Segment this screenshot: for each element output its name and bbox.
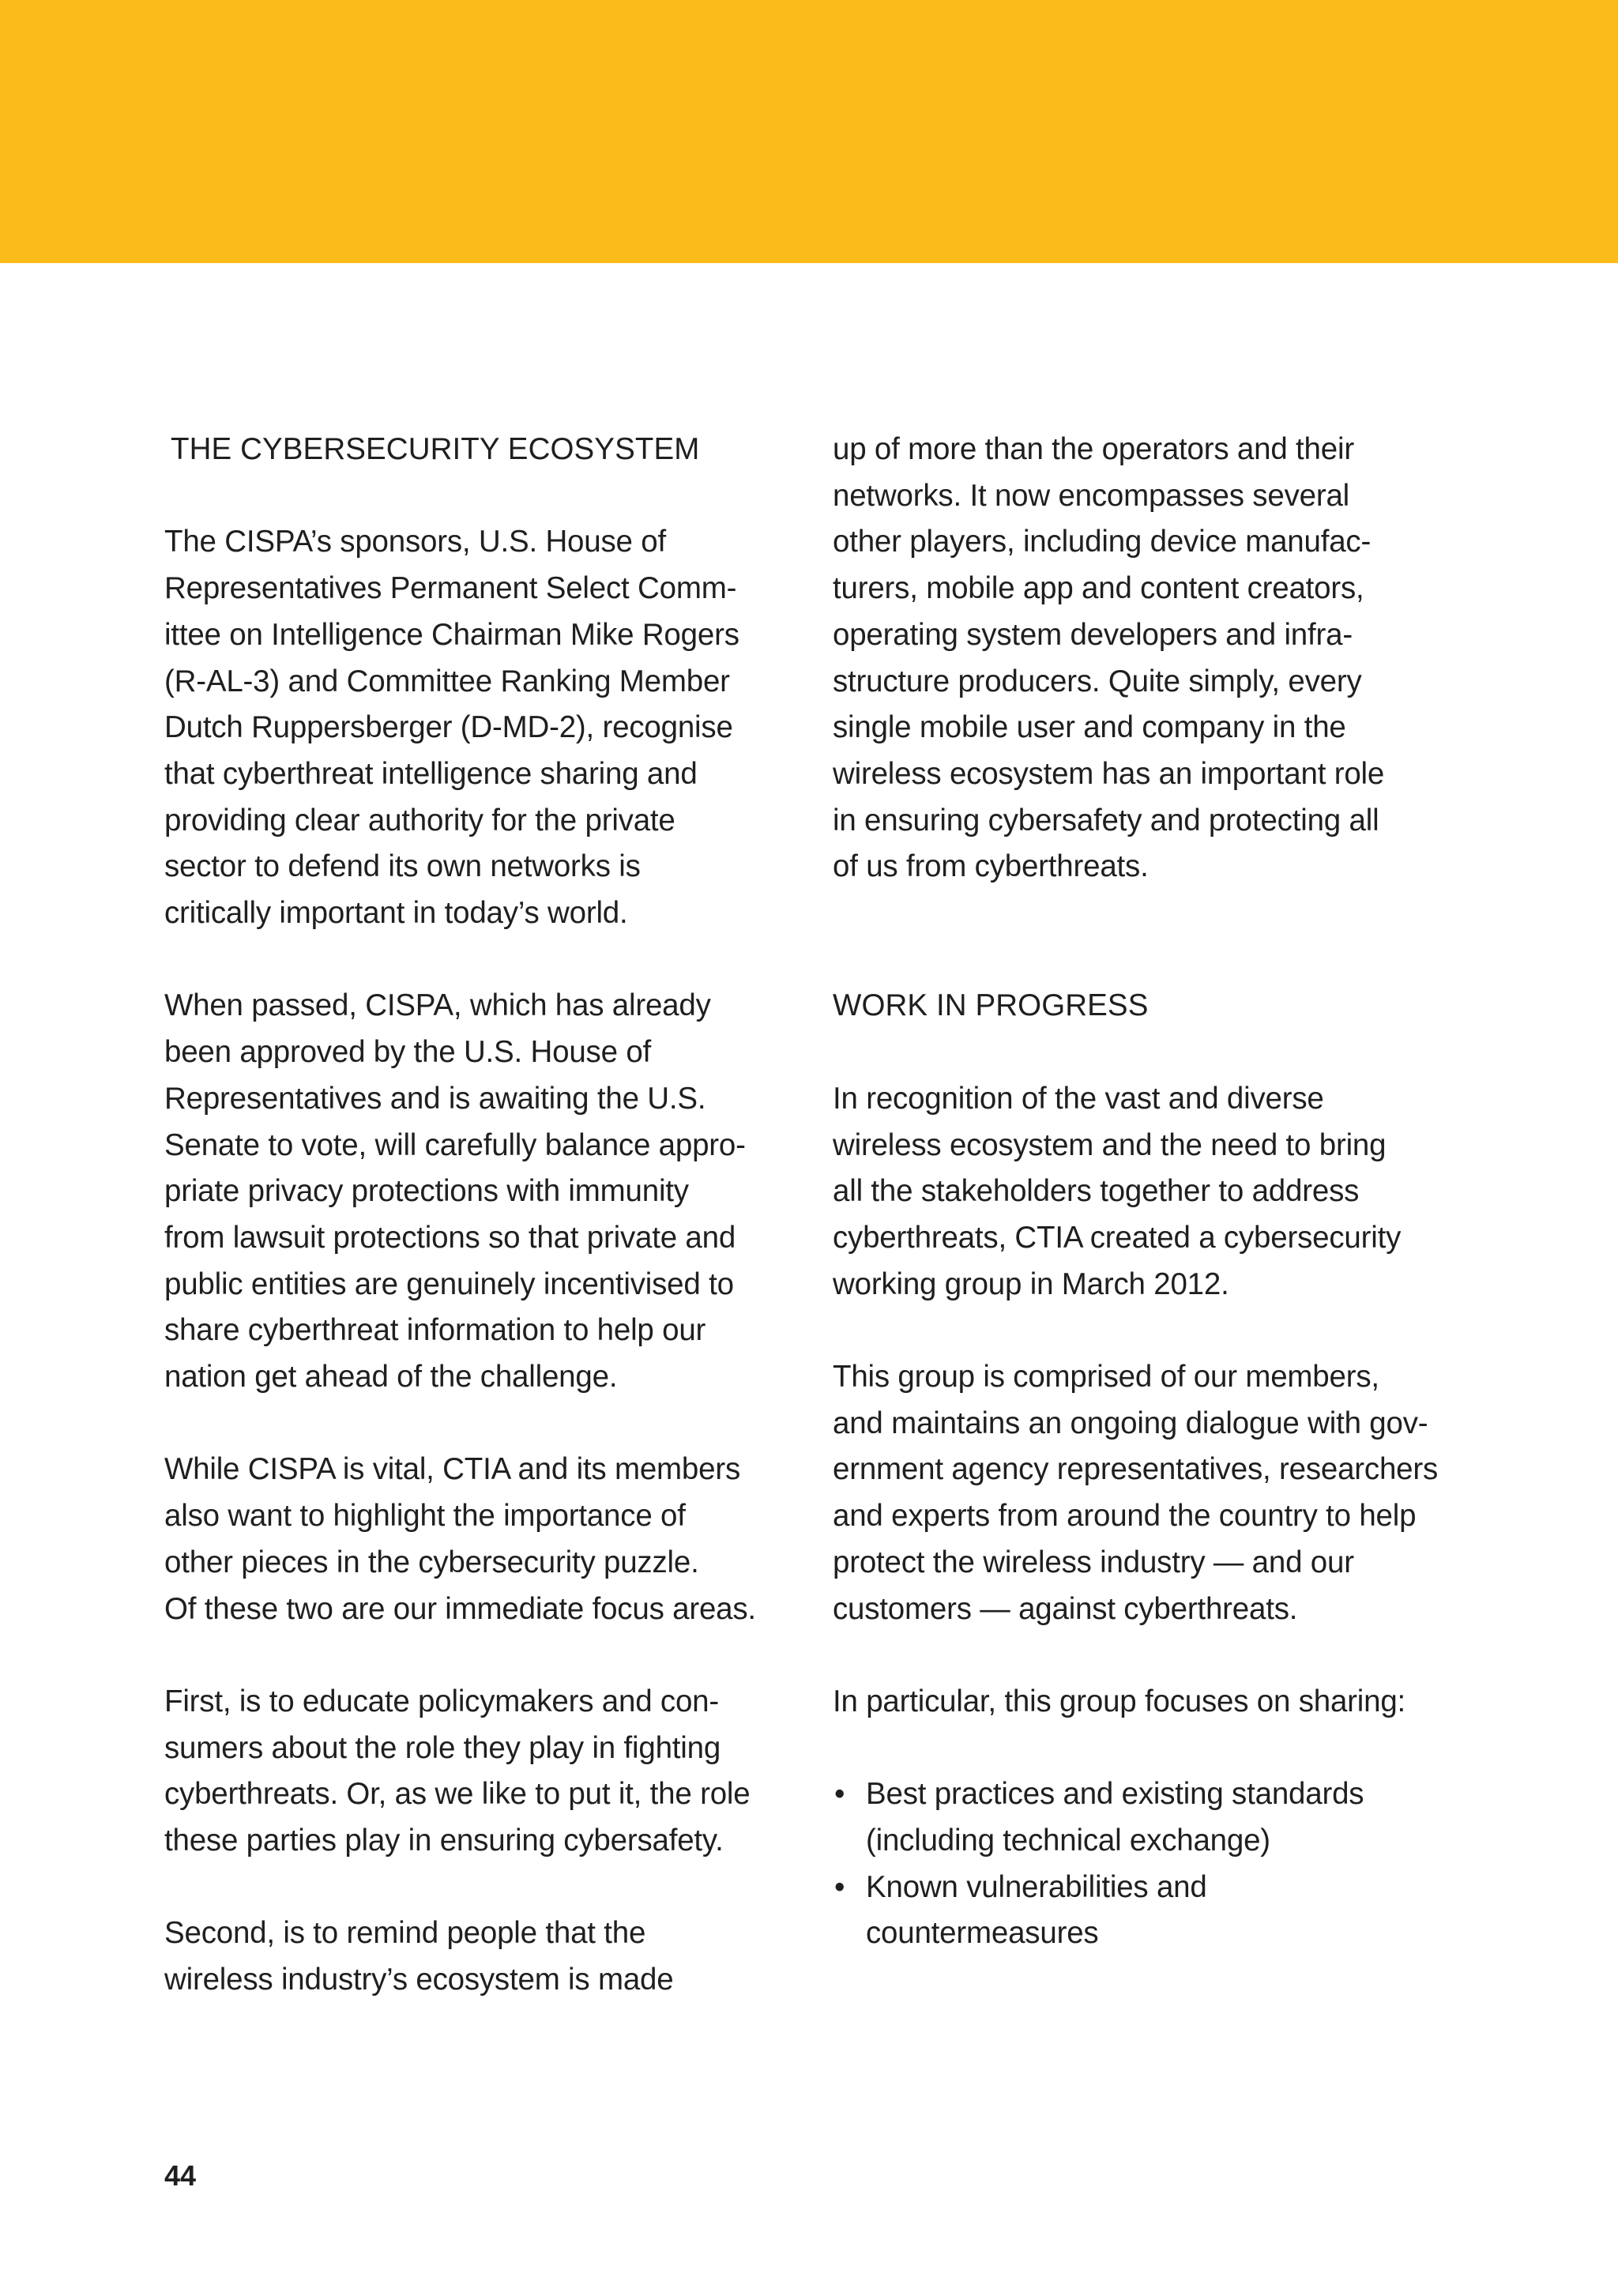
text-line: cyberthreats. Or, as we like to put it, the role [164, 1777, 751, 1812]
text-line: Representatives and is awaiting the U.S. [164, 1081, 706, 1116]
text-line: share cyberthreat information to help our [164, 1313, 706, 1348]
text-line: up of more than the operators and their [833, 432, 1354, 466]
paragraph-ecosystem-continued [833, 427, 1465, 890]
text-line: cyberthreats, CTIA created a cybersecurity [833, 1220, 1402, 1255]
text-line: priate privacy protections with immunity [164, 1174, 689, 1209]
text-line: Senate to vote, will carefully balance appro- [164, 1127, 746, 1162]
paragraph-gap [833, 937, 1465, 984]
text-line: wireless ecosystem has an important role [833, 756, 1385, 791]
text-line: working group in March 2012. [833, 1267, 1229, 1301]
text-line: other players, including device manufac- [833, 525, 1372, 559]
bullet-list [833, 1771, 1465, 1957]
paragraph-cispa-sponsors [164, 519, 788, 936]
paragraph-gap [164, 1632, 788, 1679]
text-line: ittee on Intelligence Chairman Mike Rogers [164, 617, 739, 652]
text-line: wireless industry’s ecosystem is made [164, 1963, 674, 1997]
text-line: Representatives Permanent Select Comm- [164, 571, 737, 606]
text-line: sector to defend its own networks is [164, 849, 641, 884]
text-line: also want to highlight the importance of [164, 1499, 686, 1534]
text-line: and experts from around the country to help [833, 1499, 1417, 1534]
paragraph-gap [164, 1401, 788, 1447]
paragraph-when-passed [164, 983, 788, 1400]
text-line: from lawsuit protections so that private and [164, 1220, 736, 1255]
text-line: First, is to educate policymakers and con- [164, 1684, 720, 1718]
paragraph-while-cispa [164, 1447, 788, 1632]
paragraph-gap [833, 890, 1465, 937]
text-line: nation get ahead of the challenge. [164, 1360, 618, 1395]
text-line: Best practices and existing standards [866, 1777, 1364, 1812]
text-line: all the stakeholders together to address [833, 1174, 1360, 1209]
text-line: This group is comprised of our members, [833, 1360, 1379, 1394]
text-line: turers, mobile app and content creators, [833, 571, 1364, 606]
text-line: wireless ecosystem and the need to bring [833, 1127, 1387, 1162]
text-line: Known vulnerabilities and [866, 1869, 1207, 1904]
section-heading-cybersecurity-ecosystem: THE CYBERSECURITY ECOSYSTEM [171, 432, 700, 466]
text-line: providing clear authority for the private [164, 803, 675, 837]
text-line: and maintains an ongoing dialogue with gov- [833, 1406, 1428, 1440]
text-line: The CISPA’s sponsors, U.S. House of [164, 525, 666, 559]
text-line: been approved by the U.S. House of [164, 1035, 652, 1070]
page-number: 44 [164, 2159, 197, 2192]
paragraph-gap [164, 473, 788, 520]
text-line: Second, is to remind people that the [164, 1916, 646, 1951]
text-line: countermeasures [866, 1916, 1099, 1951]
paragraph-gap [833, 1726, 1465, 1772]
text-line: these parties play in ensuring cybersafety. [164, 1824, 724, 1858]
text-line: networks. It now encompasses several [833, 478, 1350, 513]
right-text-column [833, 427, 1465, 1957]
text-line: Dutch Ruppersberger (D-MD-2), recognise [164, 710, 733, 745]
paragraph-in-recognition [833, 1076, 1465, 1308]
paragraph-gap [833, 1632, 1465, 1679]
list-item [833, 1865, 1465, 1957]
text-line: While CISPA is vital, CTIA and its members [164, 1452, 741, 1487]
text-line: in ensuring cybersafety and protecting all [833, 803, 1379, 837]
list-item [833, 1771, 1465, 1864]
paragraph-gap [833, 1308, 1465, 1354]
text-line: operating system developers and infra- [833, 617, 1353, 652]
text-line: Of these two are our immediate focus areas. [164, 1591, 756, 1626]
text-line: structure producers. Quite simply, every [833, 664, 1362, 698]
text-line: of us from cyberthreats. [833, 849, 1149, 884]
text-line: single mobile user and company in the [833, 710, 1346, 745]
text-line: When passed, CISPA, which has already [164, 988, 711, 1023]
text-line: (including technical exchange) [866, 1824, 1270, 1858]
text-line: In recognition of the vast and diverse [833, 1081, 1324, 1116]
bullet-icon: • [834, 1777, 845, 1812]
text-line: sumers about the role they play in fighting [164, 1730, 721, 1765]
text-line: public entities are genuinely incentivised to [164, 1267, 734, 1301]
text-line: that cyberthreat intelligence sharing and [164, 756, 698, 791]
text-line: ernment agency representatives, researchers [833, 1452, 1439, 1487]
text-line: other pieces in the cybersecurity puzzle. [164, 1545, 699, 1579]
paragraph-gap [164, 1865, 788, 1911]
text-line: In particular, this group focuses on sharing: [833, 1684, 1406, 1718]
text-line: (R-AL-3) and Committee Ranking Member [164, 664, 730, 698]
paragraph-in-particular [833, 1679, 1465, 1726]
text-line: customers — against cyberthreats. [833, 1591, 1298, 1626]
paragraph-gap [164, 937, 788, 984]
section-heading-work-in-progress: WORK IN PROGRESS [833, 988, 1149, 1023]
text-line: critically important in today’s world. [164, 896, 628, 931]
paragraph-this-group [833, 1354, 1465, 1632]
paragraph-gap [833, 1029, 1465, 1076]
bullet-icon: • [834, 1869, 845, 1904]
text-line: protect the wireless industry — and our [833, 1545, 1354, 1579]
paragraph-first [164, 1679, 788, 1865]
header-color-band [0, 0, 1618, 263]
left-text-column [164, 427, 788, 2004]
paragraph-second [164, 1910, 788, 2003]
